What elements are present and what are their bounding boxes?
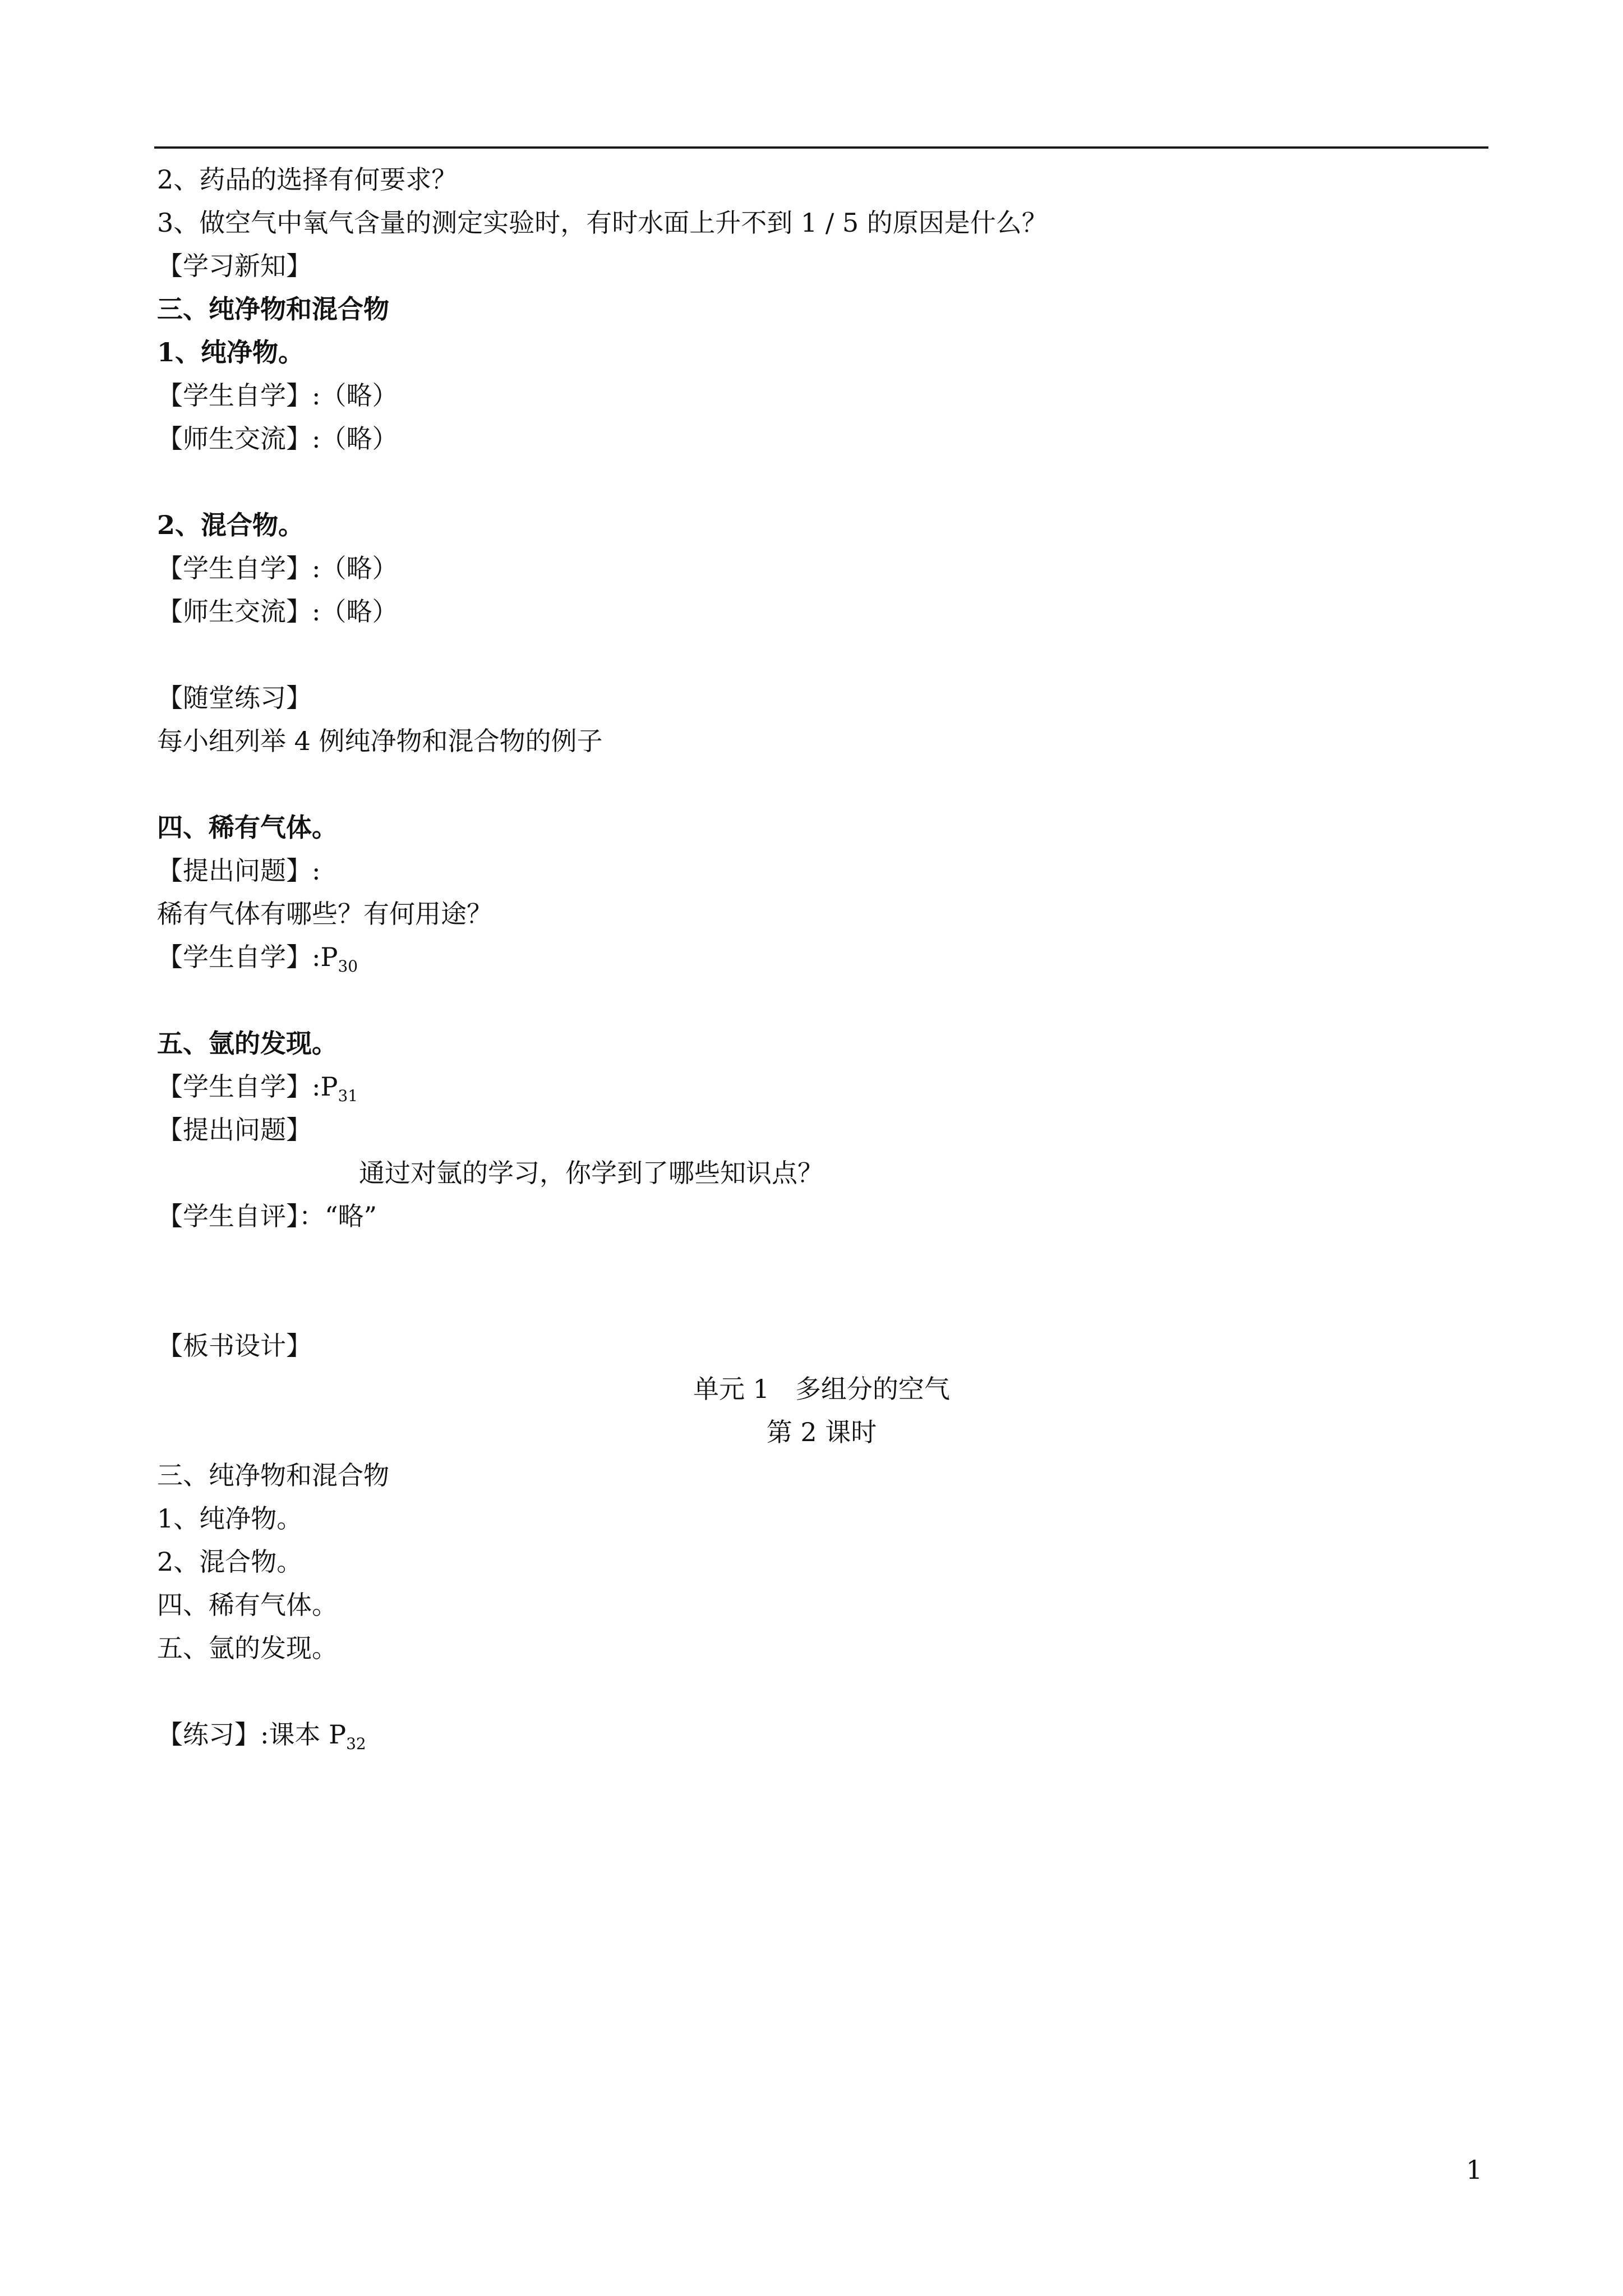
board-item: 2、混合物。 [157,1547,303,1577]
new-knowledge-heading: 【学习新知】 [157,251,312,281]
practice-text: 每小组列举 4 例纯净物和混合物的例子 [157,726,603,756]
page-number: 1 [1466,2155,1483,2185]
board-design-heading: 【板书设计】 [157,1331,312,1361]
spacer [157,461,1486,504]
exercise-line [157,1713,1486,1756]
board-item: 1、纯净物。 [157,1503,303,1534]
spacer [157,633,1486,677]
self-study-label: 【学生自学】: [157,1071,321,1102]
section-4-question: 稀有气体有哪些？有何用途？ [157,899,492,929]
mixture-self-study: 【学生自学】:（略） [157,553,398,583]
page-ref: P [320,942,338,972]
board-item: 五、氩的发现。 [157,1633,338,1663]
board-item: 四、稀有气体。 [157,1590,338,1620]
page-ref: P [320,1071,338,1102]
spacer [157,1238,1486,1281]
spacer [157,1281,1486,1324]
section-4-question-heading: 【提出问题】: [157,855,321,886]
practice-heading: 【随堂练习】 [157,683,312,713]
self-evaluation: 【学生自评】：“略” [157,1201,377,1231]
section-5-question: 通过对氩的学习，你学到了哪些知识点？ [359,1158,823,1188]
mixture-exchange: 【师生交流】:（略） [157,596,398,627]
section-5-question-heading: 【提出问题】 [157,1115,312,1145]
section-4-self-study [157,936,1486,979]
pure-exchange: 【师生交流】:（略） [157,424,398,454]
board-item: 三、纯净物和混合物 [157,1460,389,1490]
exercise-label: 【练习】: [157,1719,269,1750]
document-body [157,158,1486,1756]
section-4-title: 四、稀有气体。 [157,812,338,843]
section-3-title: 三、纯净物和混合物 [157,294,389,324]
header-rule [154,146,1488,149]
mixture-title: 2、混合物。 [157,510,305,540]
spacer [157,979,1486,1022]
spacer [157,763,1486,806]
exercise-page-number: 32 [346,1734,366,1753]
section-5-self-study [157,1065,1486,1108]
self-study-label: 【学生自学】: [157,942,321,972]
board-unit-title: 单元 1 多组分的空气 [693,1374,950,1404]
page-ref-number: 30 [338,957,358,976]
exercise-page-ref: 课本 P [269,1719,347,1750]
review-question-3: 3、做空气中氧气含量的测定实验时，有时水面上升不到 1 / 5 的原因是什么？ [157,208,1048,238]
spacer [157,1670,1486,1713]
pure-self-study: 【学生自学】:（略） [157,380,398,411]
board-lesson: 第 2 课时 [766,1417,877,1447]
section-5-title: 五、氩的发现。 [157,1028,338,1059]
review-question-2: 2、药品的选择有何要求？ [157,164,458,195]
page-ref-number: 31 [338,1087,358,1105]
pure-substance-title: 1、纯净物。 [157,337,305,367]
